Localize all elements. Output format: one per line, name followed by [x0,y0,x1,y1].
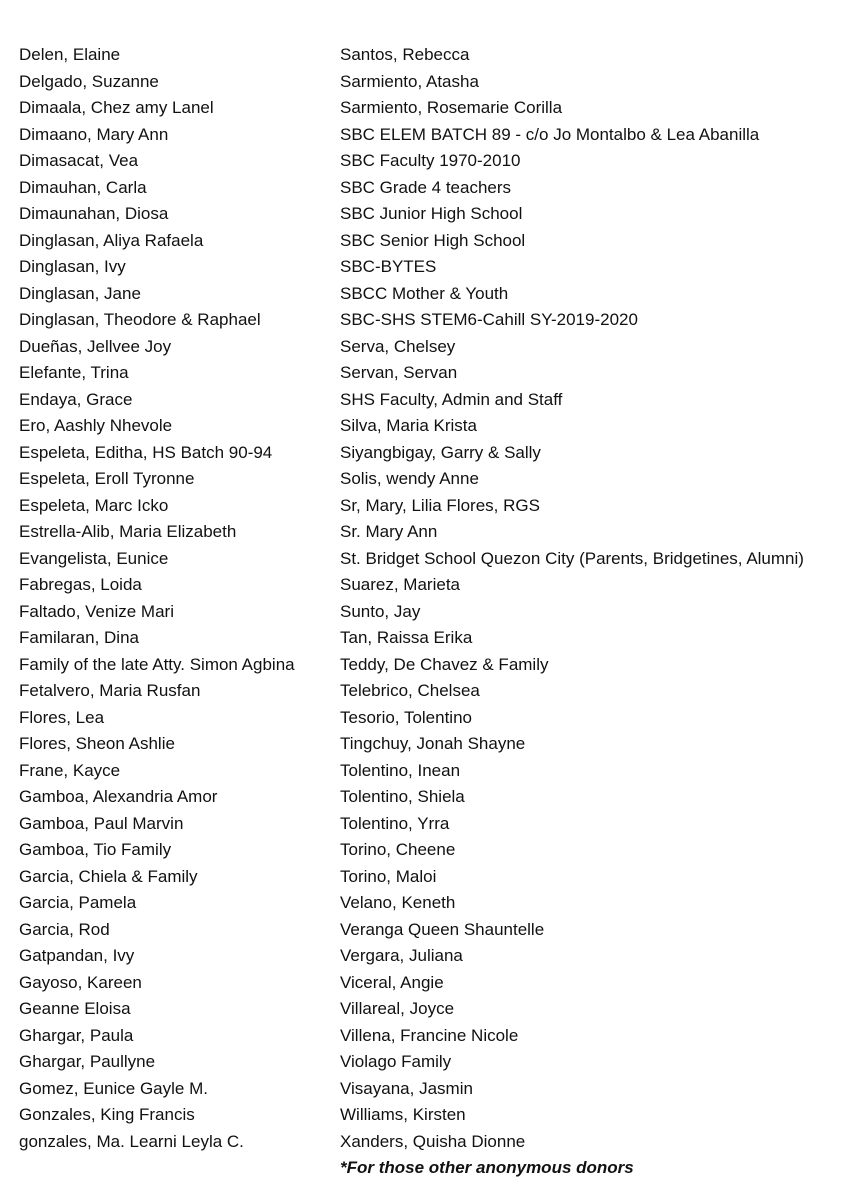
anonymous-donors-note: *For those other anonymous donors [340,1158,634,1177]
donor-name: Espeleta, Editha, HS Batch 90-94 [19,442,273,462]
donor-name: Servan, Servan [340,363,458,382]
donor-name: Sarmiento, Atasha [340,71,479,91]
donor-name: Dimaano, Mary Ann [19,124,169,144]
donor-name: Ghargar, Paullyne [19,1052,156,1071]
donor-name: Dueñas, Jellvee Joy [19,336,172,356]
donor-name: SBC Senior High School [340,230,526,250]
donor-name: Dimasacat, Vea [19,151,139,170]
donor-name: Ghargar, Paula [19,1025,134,1045]
donor-name: SBC Junior High School [340,204,523,223]
donor-name: Suarez, Marieta [340,575,460,594]
donor-name: Dimaunahan, Diosa [19,204,169,223]
donor-name: Family of the late Atty. Simon Agbina [19,654,295,674]
donor-name: SBC ELEM BATCH 89 - c/o Jo Montalbo & Lea Abanilla [340,124,760,144]
donor-name: Garcia, Chiela & Family [19,866,198,886]
donor-name: St. Bridget School Quezon City (Parents, Bridgetines, Alumni) [340,548,804,568]
donor-name: Sr. Mary Ann [340,522,438,541]
donor-name: Siyangbigay, Garry & Sally [340,442,541,462]
donor-name: gonzales, Ma. Learni Leyla C. [19,1131,244,1151]
donor-list-left-column [19,42,329,1155]
donor-name: Endaya, Grace [19,389,133,409]
donor-name: Torino, Cheene [340,840,456,859]
donor-name: Dinglasan, Ivy [19,257,126,276]
donor-name: Viceral, Angie [340,972,444,992]
donor-name: Xanders, Quisha Dionne [340,1131,526,1151]
donor-name: Espeleta, Eroll Tyronne [19,469,195,488]
donor-name: Sarmiento, Rosemarie Corilla [340,98,563,117]
donor-name: Tolentino, Yrra [340,813,450,833]
donor-name: SBC Faculty 1970-2010 [340,151,521,170]
donor-name: Tan, Raissa Erika [340,628,473,647]
donor-name: Garcia, Pamela [19,893,137,912]
donor-name: Tolentino, Inean [340,760,461,780]
donor-name: Solis, wendy Anne [340,469,479,488]
donor-list-right-column [340,42,835,1182]
donor-name: Dimaala, Chez amy Lanel [19,98,214,117]
donor-name: Serva, Chelsey [340,336,456,356]
donor-name: Dinglasan, Jane [19,283,141,303]
donor-name: Familaran, Dina [19,628,139,647]
donor-name: Gonzales, King Francis [19,1105,195,1124]
donor-name: Gamboa, Paul Marvin [19,813,184,833]
donor-name: Visayana, Jasmin [340,1078,473,1098]
donor-name: Estrella-Alib, Maria Elizabeth [19,522,237,541]
donor-name: Flores, Sheon Ashlie [19,734,175,753]
donor-name: Veranga Queen Shauntelle [340,919,545,939]
donor-name: Delgado, Suzanne [19,71,159,91]
donor-name: SBC-SHS STEM6-Cahill SY-2019-2020 [340,310,638,329]
donor-name: Velano, Keneth [340,893,456,912]
donor-name: SBCC Mother & Youth [340,283,509,303]
donor-name: Vergara, Juliana [340,946,463,965]
donor-name: Violago Family [340,1052,452,1071]
donor-name: Flores, Lea [19,707,105,727]
donor-name: SBC Grade 4 teachers [340,177,512,197]
donor-name: SHS Faculty, Admin and Staff [340,389,563,409]
donor-name: Santos, Rebecca [340,45,470,64]
donor-name: Dinglasan, Theodore & Raphael [19,310,261,329]
donor-name: Gamboa, Alexandria Amor [19,787,218,806]
donor-name: Tesorio, Tolentino [340,707,472,727]
donor-name: Torino, Maloi [340,866,437,886]
donor-name: Sr, Mary, Lilia Flores, RGS [340,495,540,515]
donor-name: Dinglasan, Aliya Rafaela [19,230,204,250]
donor-name: Silva, Maria Krista [340,416,477,435]
donor-name: Gayoso, Kareen [19,972,142,992]
donor-name: Sunto, Jay [340,601,421,621]
donor-name: Evangelista, Eunice [19,548,169,568]
donor-name: Williams, Kirsten [340,1105,466,1124]
donor-name: SBC-BYTES [340,257,437,276]
donor-name: Delen, Elaine [19,45,121,64]
donor-name: Gatpandan, Ivy [19,946,135,965]
donor-name: Dimauhan, Carla [19,177,147,197]
donor-name: Espeleta, Marc Icko [19,495,169,515]
donor-name: Gamboa, Tio Family [19,840,172,859]
donor-name: Tolentino, Shiela [340,787,465,806]
donor-name: Telebrico, Chelsea [340,681,480,700]
donor-name: Geanne Eloisa [19,999,131,1018]
donor-name: Fetalvero, Maria Rusfan [19,681,201,700]
donor-name: Ero, Aashly Nhevole [19,416,173,435]
donor-name: Frane, Kayce [19,760,121,780]
donor-name: Villareal, Joyce [340,999,455,1018]
donor-name: Villena, Francine Nicole [340,1025,519,1045]
donor-name: Garcia, Rod [19,919,110,939]
donor-name: Elefante, Trina [19,363,129,382]
donor-name: Faltado, Venize Mari [19,601,174,621]
donor-name: Teddy, De Chavez & Family [340,654,549,674]
donor-name: Fabregas, Loida [19,575,142,594]
donor-name: Tingchuy, Jonah Shayne [340,734,526,753]
donor-name: Gomez, Eunice Gayle M. [19,1078,208,1098]
